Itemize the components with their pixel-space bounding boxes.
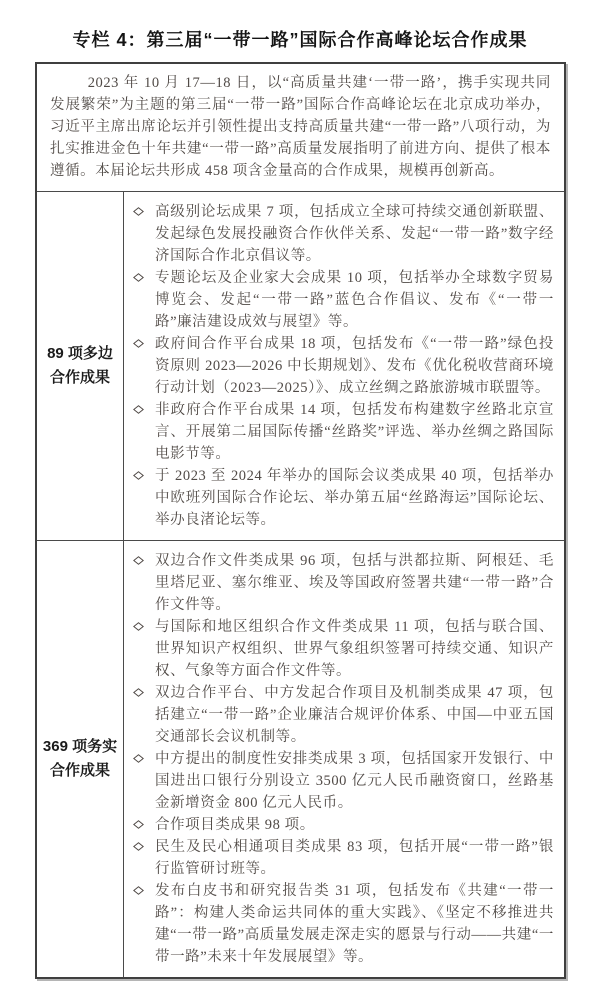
list-item [130, 399, 554, 465]
list-item [130, 748, 554, 814]
list-item-text: 发布白皮书和研究报告类 31 项，包括发布《共建“一带一路”：构建人类命运共同体的重大实践》、《坚定不移推进共建“一带一路”高质量发展走深走实的愿景与行动——共建“一带一路”未来十年发展展望》等。 [155, 883, 554, 965]
list-item [130, 267, 554, 333]
section-label-line2: 合作成果 [49, 762, 110, 779]
section-label-line1: 369 项务实 [42, 738, 118, 755]
list-item [130, 333, 554, 399]
list-item-text: 政府间合作平台成果 18 项，包括发布《“一带一路”绿色投资原则 2023—2026 中长期规划》、发布《优化税收营商环境行动计划（2023—2025）》、成立丝绸之路旅游城市联盟等。 [155, 336, 554, 396]
section-label-line2: 合作成果 [49, 369, 110, 386]
diamond-bullet-icon [133, 405, 144, 414]
bullet-column [130, 682, 155, 696]
list-item [130, 814, 554, 836]
bullet-column [130, 616, 155, 630]
list-item-text: 与国际和地区组织合作文件类成果 11 项，包括与联合国、世界知识产权组织、世界气象组织签署可持续交通、知识产权、气象等方面合作文件等。 [155, 619, 554, 679]
diamond-bullet-icon [133, 207, 144, 216]
section-row-practical [37, 541, 564, 977]
bullet-column [130, 748, 155, 762]
list-item [130, 465, 554, 531]
list-item-text: 双边合作平台、中方发起合作项目及机制类成果 47 项，包括建立“一带一路”企业廉洁合规评价体系、中国—中亚五国交通部长会议机制等。 [155, 685, 554, 745]
diamond-bullet-icon [133, 273, 144, 282]
list-item-text: 非政府合作平台成果 14 项，包括发布构建数字丝路北京宣言、开展第二届国际传播“丝路奖”评选、举办丝绸之路国际电影节等。 [155, 402, 554, 462]
bullet-column [130, 880, 155, 894]
bullet-column [130, 267, 155, 281]
list-item-text: 于 2023 至 2024 年举办的国际会议类成果 40 项，包括举办中欧班列国际合作论坛、举办第五届“丝路海运”国际论坛、举办良渚论坛等。 [155, 468, 554, 528]
list-item [130, 682, 554, 748]
intro-paragraph: 2023 年 10 月 17—18 日，以“高质量共建‘一带一路’，携手实现共同发展繁荣”为主题的第三届“一带一路”国际合作高峰论坛在北京成功举办，习近平主席出席论坛并引领性提出支持高质量共建“一带一路”八项行动，为扎实推进金色十年共建“一带一路”高质量发展指明了前进方向、提供了根本遵循。本届论坛共形成 458 项含金量高的合作成果，规模再创新高。 [50, 75, 551, 179]
bullet-column [130, 836, 155, 850]
bullet-column [130, 814, 155, 828]
bullet-column [130, 465, 155, 479]
column-title: 专栏 4：第三届“一带一路”国际合作高峰论坛合作成果 [72, 30, 528, 50]
bullet-column [130, 333, 155, 347]
list-item [130, 836, 554, 880]
diamond-bullet-icon [133, 842, 144, 851]
list-item [130, 880, 554, 968]
column-box [35, 62, 566, 979]
list-item-text: 双边合作文件类成果 96 项，包括与洪都拉斯、阿根廷、毛里塔尼亚、塞尔维亚、埃及等国政府签署共建“一带一路”合作文件等。 [155, 553, 554, 613]
list-item [130, 550, 554, 616]
bullet-list-multilateral [123, 192, 564, 540]
section-row-multilateral [37, 192, 564, 541]
diamond-bullet-icon [133, 471, 144, 480]
diamond-bullet-icon [133, 688, 144, 697]
bullet-column [130, 550, 155, 564]
intro-row [37, 64, 564, 192]
list-item [130, 201, 554, 267]
list-item-text: 专题论坛及企业家大会成果 10 项，包括举办全球数字贸易博览会、发起“一带一路”蓝色合作倡议、发布《“一带一路”廉洁建设成效与展望》等。 [155, 270, 554, 330]
list-item-text: 中方提出的制度性安排类成果 3 项，包括国家开发银行、中国进出口银行分别设立 3500 亿元人民币融资窗口，丝路基金新增资金 800 亿元人民币。 [155, 751, 554, 811]
section-label-practical [37, 541, 123, 977]
bullet-column [130, 201, 155, 215]
list-item-text: 高级别论坛成果 7 项，包括成立全球可持续交通创新联盟、发起绿色发展投融资合作伙伴关系、发起“一带一路”数字经济国际合作北京倡议等。 [155, 204, 554, 264]
diamond-bullet-icon [133, 339, 144, 348]
section-label-multilateral [37, 192, 123, 540]
list-item [130, 616, 554, 682]
bullet-list-practical [123, 541, 564, 977]
section-label-line1: 89 项多边 [47, 345, 113, 362]
diamond-bullet-icon [133, 556, 144, 565]
list-item-text: 合作项目类成果 98 项。 [155, 817, 315, 833]
bullet-column [130, 399, 155, 413]
diamond-bullet-icon [133, 754, 144, 763]
diamond-bullet-icon [133, 622, 144, 631]
diamond-bullet-icon [133, 886, 144, 895]
list-item-text: 民生及民心相通项目类成果 83 项，包括开展“一带一路”银行监管研讨班等。 [155, 839, 554, 877]
diamond-bullet-icon [133, 820, 144, 829]
